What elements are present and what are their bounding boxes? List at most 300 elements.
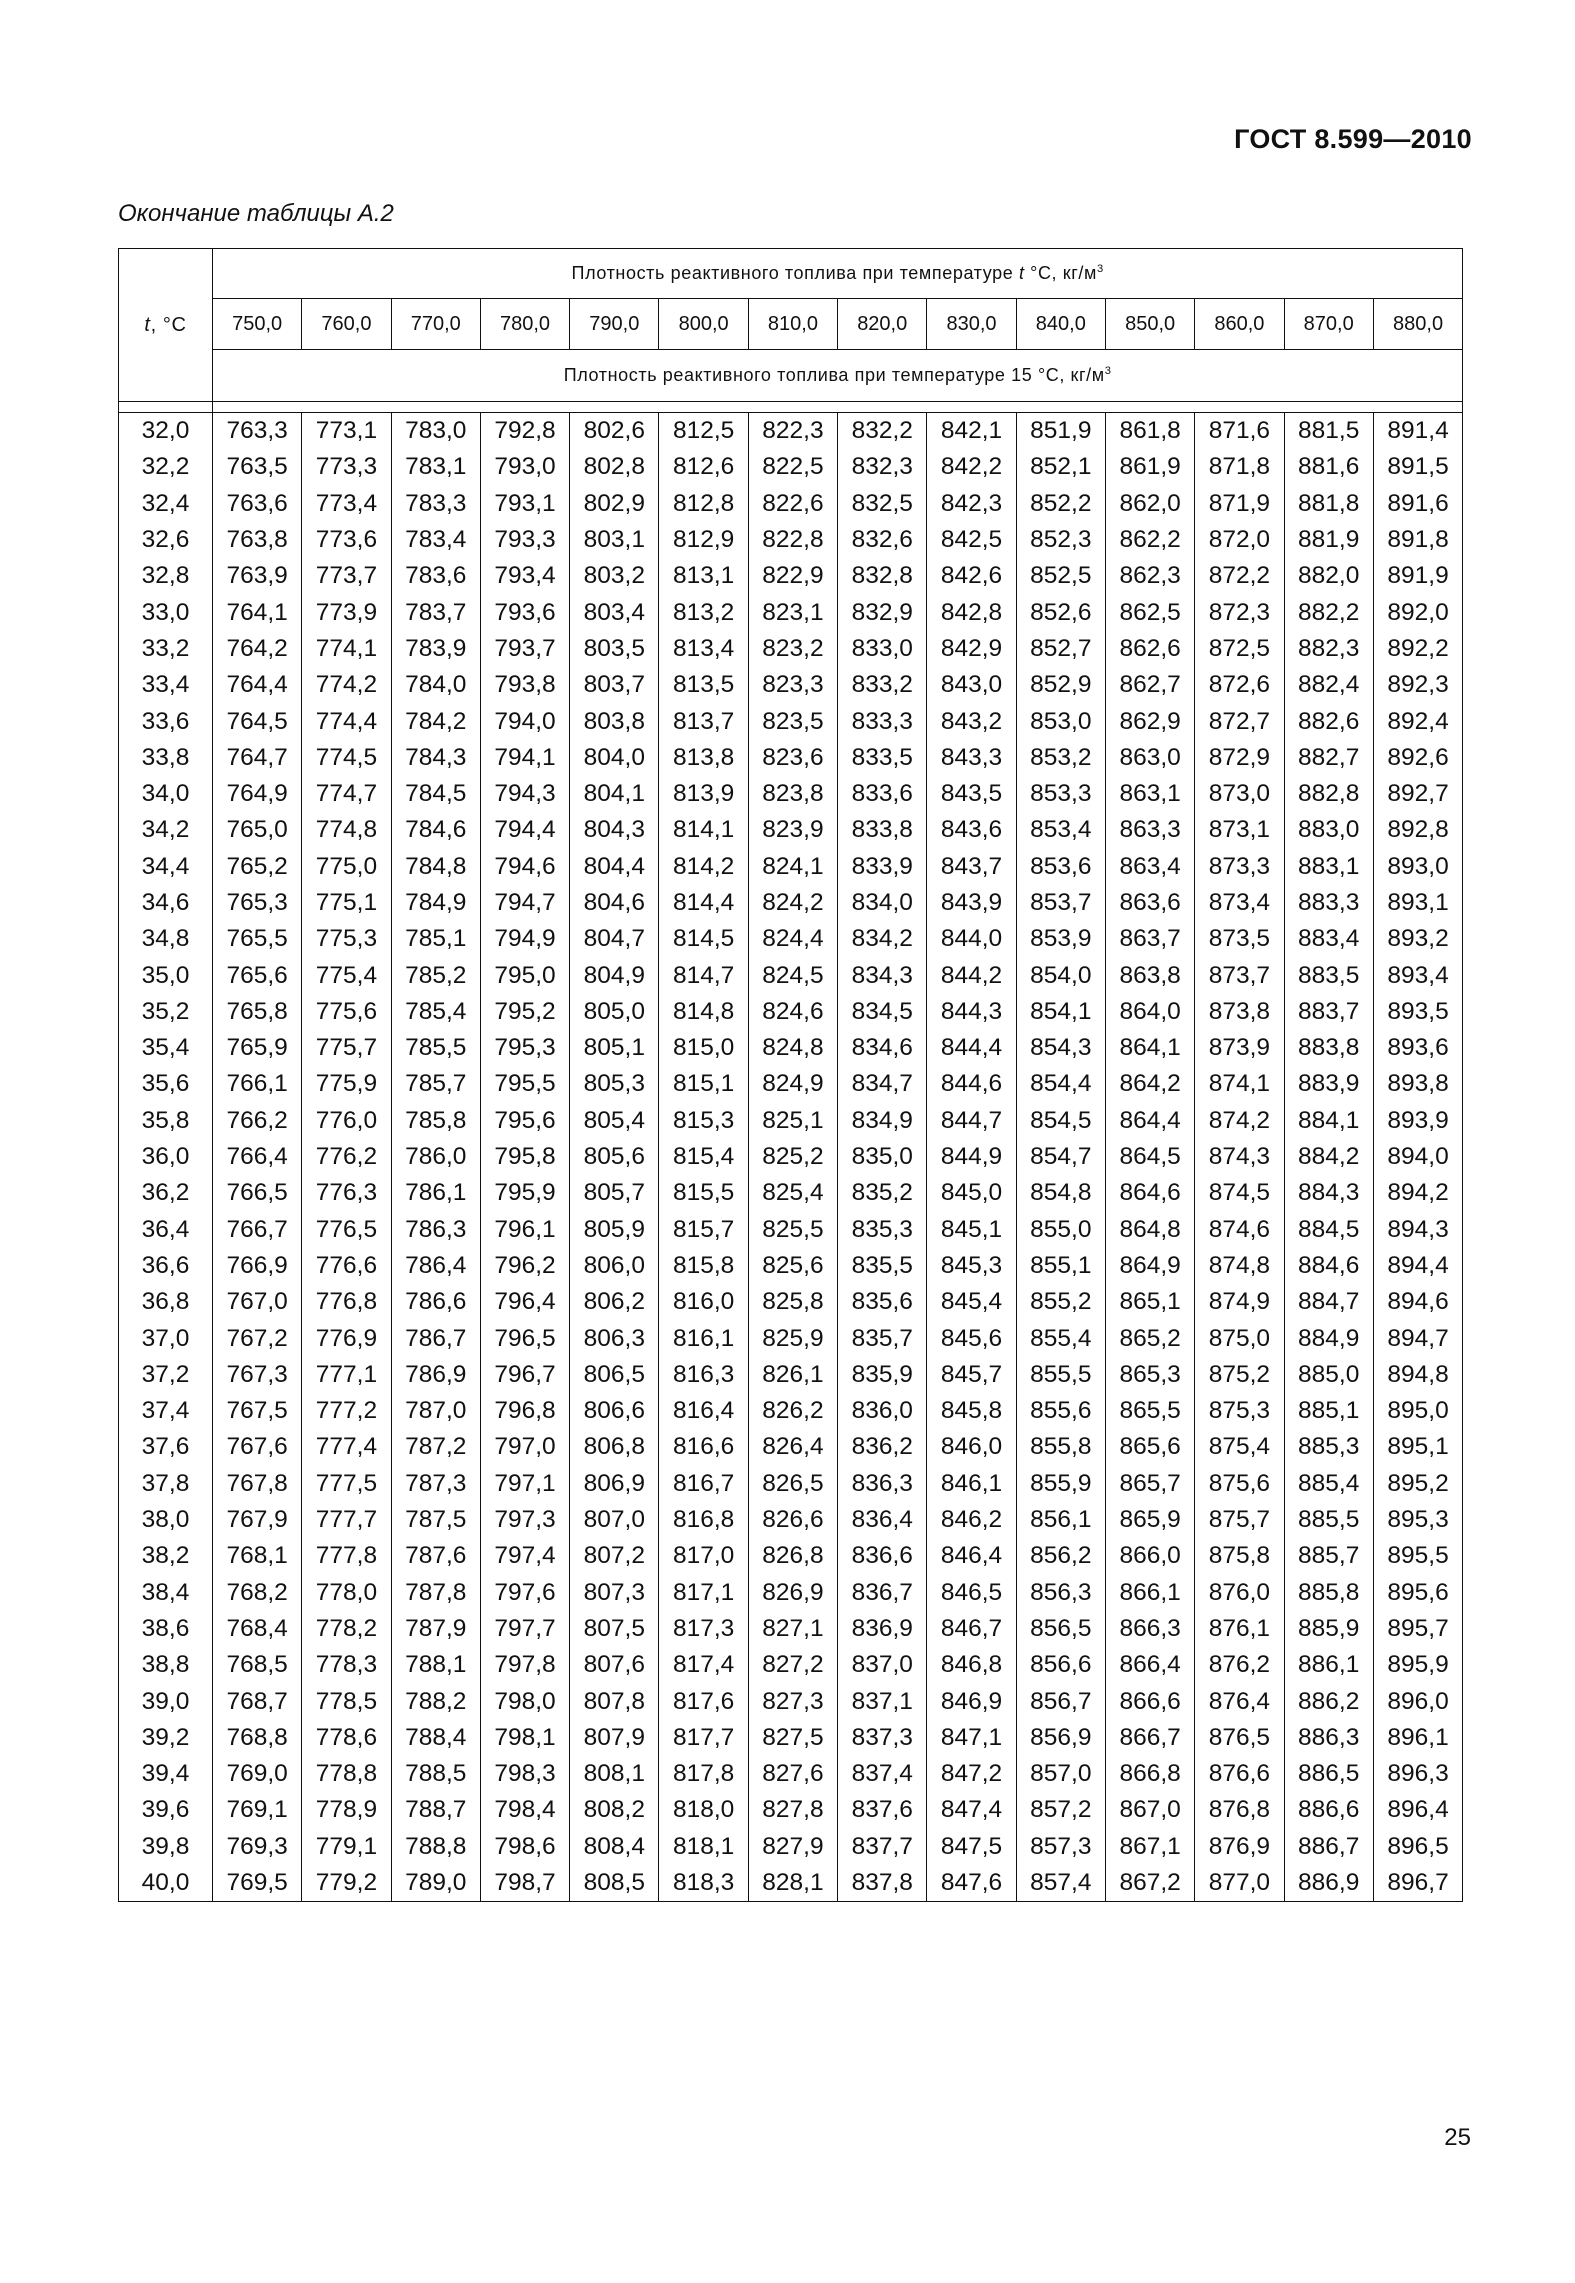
density-cell: 883,4 [1284, 921, 1373, 957]
density-cell: 807,9 [570, 1720, 659, 1756]
document-id: ГОСТ 8.599—2010 [1234, 124, 1472, 154]
density-cell: 767,5 [213, 1393, 302, 1429]
density-cell: 844,0 [927, 921, 1016, 957]
density-cell: 855,0 [1016, 1212, 1105, 1248]
table-row [119, 1683, 1463, 1719]
density-cell: 832,9 [838, 594, 927, 630]
density-cell: 885,7 [1284, 1538, 1373, 1574]
density-cell: 872,6 [1195, 667, 1284, 703]
density-cell: 862,6 [1105, 631, 1194, 667]
density-cell: 853,4 [1016, 812, 1105, 848]
table-caption: Окончание таблицы А.2 [118, 200, 394, 227]
density-cell: 766,2 [213, 1103, 302, 1139]
table-row [119, 740, 1463, 776]
density-cell: 808,1 [570, 1756, 659, 1792]
density-cell: 894,7 [1373, 1320, 1462, 1356]
density-cell: 865,5 [1105, 1393, 1194, 1429]
density-cell: 803,2 [570, 558, 659, 594]
column-header: 800,0 [659, 299, 748, 350]
density-cell: 857,3 [1016, 1829, 1105, 1865]
table-row [119, 449, 1463, 485]
density-cell: 774,1 [302, 631, 391, 667]
density-cell: 777,2 [302, 1393, 391, 1429]
density-cell: 774,8 [302, 812, 391, 848]
table-row [119, 486, 1463, 522]
density-cell: 891,6 [1373, 486, 1462, 522]
density-cell: 875,2 [1195, 1357, 1284, 1393]
density-cell: 842,5 [927, 522, 1016, 558]
density-cell: 783,9 [391, 631, 480, 667]
table-row [119, 1538, 1463, 1574]
density-cell: 798,3 [480, 1756, 569, 1792]
density-cell: 806,3 [570, 1320, 659, 1356]
density-cell: 823,5 [748, 703, 837, 739]
density-cell: 769,5 [213, 1865, 302, 1902]
temperature-cell: 37,6 [119, 1429, 213, 1465]
density-cell: 844,9 [927, 1139, 1016, 1175]
density-cell: 768,5 [213, 1647, 302, 1683]
density-cell: 863,4 [1105, 849, 1194, 885]
density-cell: 824,2 [748, 885, 837, 921]
density-cell: 767,6 [213, 1429, 302, 1465]
density-cell: 895,9 [1373, 1647, 1462, 1683]
column-header: 820,0 [838, 299, 927, 350]
density-cell: 833,5 [838, 740, 927, 776]
density-cell: 784,5 [391, 776, 480, 812]
density-cell: 885,4 [1284, 1466, 1373, 1502]
density-cell: 827,2 [748, 1647, 837, 1683]
table-row [119, 1865, 1463, 1902]
density-cell: 836,0 [838, 1393, 927, 1429]
temperature-cell: 34,6 [119, 885, 213, 921]
density-cell: 893,9 [1373, 1103, 1462, 1139]
temperature-cell: 38,6 [119, 1611, 213, 1647]
column-header: 790,0 [570, 299, 659, 350]
density-cell: 805,4 [570, 1103, 659, 1139]
density-cell: 864,1 [1105, 1030, 1194, 1066]
density-at-t-header [213, 249, 1463, 299]
density-cell: 763,5 [213, 449, 302, 485]
temperature-cell: 32,6 [119, 522, 213, 558]
density-cell: 813,2 [659, 594, 748, 630]
density-cell: 805,6 [570, 1139, 659, 1175]
density-cell: 882,0 [1284, 558, 1373, 594]
density-cell: 766,7 [213, 1212, 302, 1248]
density-cell: 865,1 [1105, 1284, 1194, 1320]
temperature-cell: 33,2 [119, 631, 213, 667]
density-cell: 768,4 [213, 1611, 302, 1647]
density-cell: 874,9 [1195, 1284, 1284, 1320]
density-cell: 822,6 [748, 486, 837, 522]
temperature-cell: 37,8 [119, 1466, 213, 1502]
density-cell: 835,2 [838, 1175, 927, 1211]
density-cell: 804,9 [570, 957, 659, 993]
temperature-cell: 36,6 [119, 1248, 213, 1284]
density-cell: 864,0 [1105, 994, 1194, 1030]
density-cell: 797,7 [480, 1611, 569, 1647]
density-cell: 837,8 [838, 1865, 927, 1902]
density-cell: 882,4 [1284, 667, 1373, 703]
density-cell: 863,0 [1105, 740, 1194, 776]
density-cell: 764,5 [213, 703, 302, 739]
density-cell: 895,0 [1373, 1393, 1462, 1429]
density-cell: 783,7 [391, 594, 480, 630]
density-cell: 834,3 [838, 957, 927, 993]
density-cell: 815,1 [659, 1066, 748, 1102]
density-cell: 815,5 [659, 1175, 748, 1211]
density-cell: 876,2 [1195, 1647, 1284, 1683]
density-cell: 803,1 [570, 522, 659, 558]
density-15-header-text: Плотность реактивного топлива при температуре 15 °С, кг/м [563, 365, 1105, 385]
density-cell: 855,8 [1016, 1429, 1105, 1465]
density-cell: 846,0 [927, 1429, 1016, 1465]
density-cell: 885,8 [1284, 1575, 1373, 1611]
density-cell: 843,9 [927, 885, 1016, 921]
density-cell: 855,1 [1016, 1248, 1105, 1284]
density-cell: 808,4 [570, 1829, 659, 1865]
density-cell: 827,5 [748, 1720, 837, 1756]
density-cell: 784,2 [391, 703, 480, 739]
density-cell: 763,6 [213, 486, 302, 522]
density-cell: 778,0 [302, 1575, 391, 1611]
density-cell: 826,4 [748, 1429, 837, 1465]
density-cell: 804,4 [570, 849, 659, 885]
density-cell: 854,7 [1016, 1139, 1105, 1175]
temperature-cell: 37,2 [119, 1357, 213, 1393]
density-cell: 817,3 [659, 1611, 748, 1647]
density-cell: 813,9 [659, 776, 748, 812]
density-cell: 864,8 [1105, 1212, 1194, 1248]
density-cell: 836,4 [838, 1502, 927, 1538]
density-cell: 836,6 [838, 1538, 927, 1574]
density-cell: 894,8 [1373, 1357, 1462, 1393]
density-cell: 828,1 [748, 1865, 837, 1902]
density-cell: 797,4 [480, 1538, 569, 1574]
density-cell: 784,3 [391, 740, 480, 776]
density-cell: 806,0 [570, 1248, 659, 1284]
density-cell: 778,6 [302, 1720, 391, 1756]
temperature-cell: 32,0 [119, 413, 213, 450]
density-cell: 851,9 [1016, 413, 1105, 450]
density-cell: 885,0 [1284, 1357, 1373, 1393]
density-cell: 827,9 [748, 1829, 837, 1865]
density-cell: 787,3 [391, 1466, 480, 1502]
density-values-header-row [119, 299, 1463, 350]
density-cell: 837,1 [838, 1683, 927, 1719]
density-cell: 813,5 [659, 667, 748, 703]
density-cell: 865,9 [1105, 1502, 1194, 1538]
density-cell: 814,1 [659, 812, 748, 848]
table-row [119, 812, 1463, 848]
density-cell: 789,0 [391, 1865, 480, 1902]
density-cell: 892,2 [1373, 631, 1462, 667]
density-cell: 774,7 [302, 776, 391, 812]
density-cell: 864,2 [1105, 1066, 1194, 1102]
spacer-cell [119, 402, 213, 413]
density-cell: 805,9 [570, 1212, 659, 1248]
density-cell: 823,8 [748, 776, 837, 812]
density-cell: 892,0 [1373, 594, 1462, 630]
density-cell: 837,7 [838, 1829, 927, 1865]
density-cell: 786,9 [391, 1357, 480, 1393]
density-cell: 765,5 [213, 921, 302, 957]
density-cell: 884,6 [1284, 1248, 1373, 1284]
density-cell: 881,9 [1284, 522, 1373, 558]
density-cell: 773,7 [302, 558, 391, 594]
density-cell: 845,1 [927, 1212, 1016, 1248]
density-cell: 872,5 [1195, 631, 1284, 667]
temperature-cell: 36,8 [119, 1284, 213, 1320]
table-row [119, 631, 1463, 667]
density-cell: 773,1 [302, 413, 391, 450]
density-cell: 767,9 [213, 1502, 302, 1538]
density-cell: 826,2 [748, 1393, 837, 1429]
density-cell: 852,2 [1016, 486, 1105, 522]
density-cell: 875,0 [1195, 1320, 1284, 1356]
density-cell: 846,1 [927, 1466, 1016, 1502]
density-cell: 796,4 [480, 1284, 569, 1320]
density-cell: 837,6 [838, 1792, 927, 1828]
density-cell: 861,8 [1105, 413, 1194, 450]
table-row [119, 1357, 1463, 1393]
density-cell: 796,8 [480, 1393, 569, 1429]
density-cell: 884,2 [1284, 1139, 1373, 1175]
density-cell: 768,7 [213, 1683, 302, 1719]
density-cell: 872,3 [1195, 594, 1284, 630]
temperature-cell: 32,4 [119, 486, 213, 522]
density-cell: 764,9 [213, 776, 302, 812]
density-cell: 876,8 [1195, 1792, 1284, 1828]
density-table [118, 248, 1463, 1902]
density-cell: 863,8 [1105, 957, 1194, 993]
density-cell: 842,3 [927, 486, 1016, 522]
density-cell: 795,5 [480, 1066, 569, 1102]
density-cell: 882,6 [1284, 703, 1373, 739]
density-cell: 852,7 [1016, 631, 1105, 667]
density-cell: 876,5 [1195, 1720, 1284, 1756]
density-cell: 891,4 [1373, 413, 1462, 450]
temperature-cell: 34,2 [119, 812, 213, 848]
density-cell: 802,9 [570, 486, 659, 522]
density-cell: 886,6 [1284, 1792, 1373, 1828]
density-cell: 872,2 [1195, 558, 1284, 594]
density-cell: 812,6 [659, 449, 748, 485]
density-cell: 837,3 [838, 1720, 927, 1756]
density-cell: 834,6 [838, 1030, 927, 1066]
density-cell: 769,1 [213, 1792, 302, 1828]
density-cell: 825,9 [748, 1320, 837, 1356]
density-cell: 793,7 [480, 631, 569, 667]
density-cell: 796,1 [480, 1212, 569, 1248]
density-cell: 893,4 [1373, 957, 1462, 993]
density-cell: 833,6 [838, 776, 927, 812]
density-cell: 832,3 [838, 449, 927, 485]
density-header-unit: °С, кг/м [1024, 263, 1097, 283]
density-cell: 896,7 [1373, 1865, 1462, 1902]
temperature-cell: 36,0 [119, 1139, 213, 1175]
table-row [119, 885, 1463, 921]
density-cell: 893,8 [1373, 1066, 1462, 1102]
density-cell: 776,5 [302, 1212, 391, 1248]
density-cell: 787,5 [391, 1502, 480, 1538]
table-row [119, 1792, 1463, 1828]
density-cell: 864,5 [1105, 1139, 1194, 1175]
density-cell: 856,7 [1016, 1683, 1105, 1719]
density-cell: 855,5 [1016, 1357, 1105, 1393]
density-cell: 844,3 [927, 994, 1016, 1030]
density-cell: 825,6 [748, 1248, 837, 1284]
table-row [119, 1175, 1463, 1211]
temperature-cell: 34,4 [119, 849, 213, 885]
density-cell: 835,9 [838, 1357, 927, 1393]
density-cell: 823,6 [748, 740, 837, 776]
density-cell: 817,6 [659, 1683, 748, 1719]
density-cell: 843,0 [927, 667, 1016, 703]
density-cell: 883,8 [1284, 1030, 1373, 1066]
density-cell: 794,7 [480, 885, 569, 921]
density-cell: 814,5 [659, 921, 748, 957]
density-cell: 886,2 [1284, 1683, 1373, 1719]
density-cell: 896,3 [1373, 1756, 1462, 1792]
density-cell: 806,8 [570, 1429, 659, 1465]
temperature-cell: 35,6 [119, 1066, 213, 1102]
density-cell: 805,1 [570, 1030, 659, 1066]
density-cell: 856,5 [1016, 1611, 1105, 1647]
density-cell: 797,0 [480, 1429, 569, 1465]
density-cell: 815,0 [659, 1030, 748, 1066]
density-cell: 815,8 [659, 1248, 748, 1284]
column-header: 850,0 [1105, 299, 1194, 350]
t-var: t [144, 313, 151, 336]
density-cell: 843,3 [927, 740, 1016, 776]
density-cell: 764,7 [213, 740, 302, 776]
density-cell: 883,3 [1284, 885, 1373, 921]
density-cell: 825,5 [748, 1212, 837, 1248]
density-cell: 827,3 [748, 1683, 837, 1719]
density-cell: 895,3 [1373, 1502, 1462, 1538]
density-cell: 862,9 [1105, 703, 1194, 739]
density-cell: 876,6 [1195, 1756, 1284, 1792]
table-row [119, 1611, 1463, 1647]
density-cell: 783,0 [391, 413, 480, 450]
density-cell: 873,4 [1195, 885, 1284, 921]
table-body [119, 413, 1463, 1902]
density-cell: 856,6 [1016, 1647, 1105, 1683]
density-cell: 876,1 [1195, 1611, 1284, 1647]
temperature-cell: 33,6 [119, 703, 213, 739]
density-cell: 798,6 [480, 1829, 569, 1865]
header-spacer-row [119, 402, 1463, 413]
density-cell: 797,3 [480, 1502, 569, 1538]
density-cell: 884,7 [1284, 1284, 1373, 1320]
density-cell: 884,3 [1284, 1175, 1373, 1211]
density-cell: 863,3 [1105, 812, 1194, 848]
density-cell: 765,8 [213, 994, 302, 1030]
density-cell: 866,4 [1105, 1647, 1194, 1683]
density-cell: 787,6 [391, 1538, 480, 1574]
density-cell: 787,9 [391, 1611, 480, 1647]
density-cell: 866,7 [1105, 1720, 1194, 1756]
density-cell: 795,3 [480, 1030, 569, 1066]
density-cell: 795,8 [480, 1139, 569, 1175]
density-cell: 816,8 [659, 1502, 748, 1538]
density-cell: 873,9 [1195, 1030, 1284, 1066]
density-cell: 875,7 [1195, 1502, 1284, 1538]
table-row [119, 957, 1463, 993]
density-cell: 883,1 [1284, 849, 1373, 885]
density-cell: 827,1 [748, 1611, 837, 1647]
density-cell: 875,6 [1195, 1466, 1284, 1502]
density-cell: 816,4 [659, 1393, 748, 1429]
density-cell: 822,9 [748, 558, 837, 594]
density-cell: 845,8 [927, 1393, 1016, 1429]
density-cell: 807,0 [570, 1502, 659, 1538]
density-cell: 853,2 [1016, 740, 1105, 776]
density-cell: 802,6 [570, 413, 659, 450]
density-cell: 871,9 [1195, 486, 1284, 522]
density-cell: 766,4 [213, 1139, 302, 1175]
density-cell: 833,2 [838, 667, 927, 703]
density-cell: 865,7 [1105, 1466, 1194, 1502]
density-cell: 894,2 [1373, 1175, 1462, 1211]
density-cell: 866,0 [1105, 1538, 1194, 1574]
density-cell: 845,3 [927, 1248, 1016, 1284]
density-cell: 798,7 [480, 1865, 569, 1902]
temperature-cell: 35,4 [119, 1030, 213, 1066]
density-cell: 786,1 [391, 1175, 480, 1211]
density-cell: 882,2 [1284, 594, 1373, 630]
density-cell: 885,9 [1284, 1611, 1373, 1647]
temperature-cell: 33,8 [119, 740, 213, 776]
density-cell: 852,3 [1016, 522, 1105, 558]
density-at-15-header [213, 350, 1463, 402]
table-row [119, 776, 1463, 812]
density-cell: 874,3 [1195, 1139, 1284, 1175]
density-cell: 856,2 [1016, 1538, 1105, 1574]
density-cell: 824,9 [748, 1066, 837, 1102]
density-cell: 765,6 [213, 957, 302, 993]
density-cell: 863,6 [1105, 885, 1194, 921]
density-cell: 775,1 [302, 885, 391, 921]
density-cell: 847,5 [927, 1829, 1016, 1865]
density-cell: 784,0 [391, 667, 480, 703]
temperature-cell: 38,0 [119, 1502, 213, 1538]
density-cell: 807,8 [570, 1683, 659, 1719]
density-cell: 866,8 [1105, 1756, 1194, 1792]
density-cell: 874,5 [1195, 1175, 1284, 1211]
density-cell: 797,1 [480, 1466, 569, 1502]
density-cell: 818,1 [659, 1829, 748, 1865]
density-cell: 847,1 [927, 1720, 1016, 1756]
density-cell: 855,4 [1016, 1320, 1105, 1356]
density-cell: 893,5 [1373, 994, 1462, 1030]
density-cell: 896,4 [1373, 1792, 1462, 1828]
density-cell: 777,1 [302, 1357, 391, 1393]
density-cell: 881,6 [1284, 449, 1373, 485]
density-cell: 833,8 [838, 812, 927, 848]
density-cell: 872,7 [1195, 703, 1284, 739]
density-cell: 823,3 [748, 667, 837, 703]
density-cell: 793,3 [480, 522, 569, 558]
density-cell: 855,9 [1016, 1466, 1105, 1502]
density-cell: 824,8 [748, 1030, 837, 1066]
density-cell: 807,3 [570, 1575, 659, 1611]
density-cell: 873,8 [1195, 994, 1284, 1030]
density-cell: 834,0 [838, 885, 927, 921]
density-cell: 862,7 [1105, 667, 1194, 703]
density-cell: 853,3 [1016, 776, 1105, 812]
column-header: 760,0 [302, 299, 391, 350]
